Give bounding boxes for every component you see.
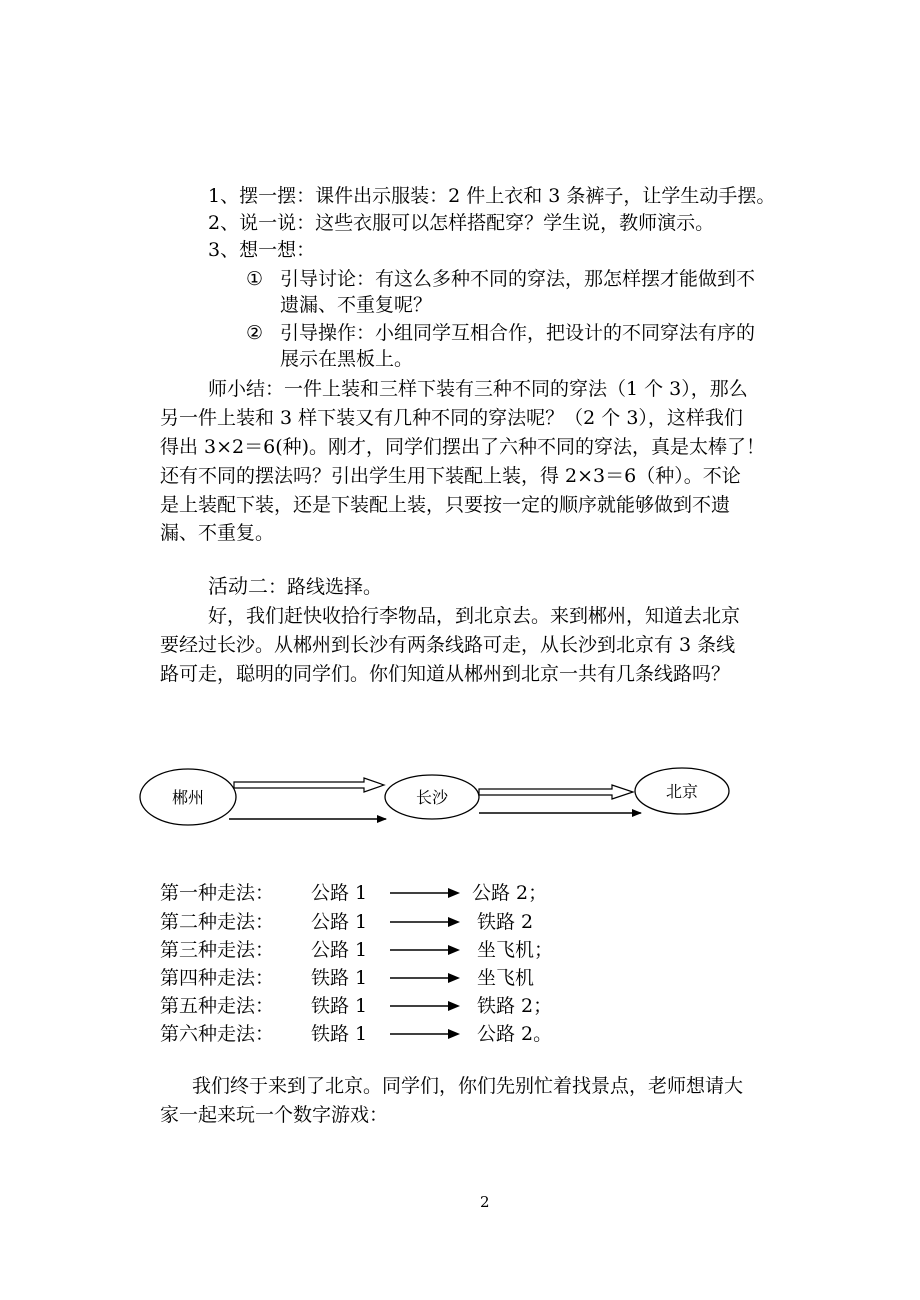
sub-item-1-line-2: 遗漏、不重复呢？ bbox=[280, 294, 433, 316]
route-second-leg: 公路 2。 bbox=[477, 1023, 553, 1045]
route-arrow-icon bbox=[390, 914, 462, 930]
route-name: 第三种走法： bbox=[160, 939, 275, 961]
closing-line-2: 家一起来玩一个数字游戏： bbox=[160, 1104, 389, 1126]
node-chenzhou-label: 郴州 bbox=[171, 788, 205, 807]
route-item bbox=[0, 993, 920, 1019]
step-2: 2、说一说：这些衣服可以怎样搭配穿？学生说，教师演示。 bbox=[208, 212, 715, 234]
route-name: 第五种走法： bbox=[160, 995, 275, 1017]
closing-line-1: 我们终于来到了北京。同学们，你们先别忙着找景点，老师想请大 bbox=[192, 1075, 744, 1097]
node-beijing-label: 北京 bbox=[665, 782, 699, 801]
route-second-leg: 铁路 2 bbox=[477, 911, 534, 933]
route-arrow-icon bbox=[390, 1026, 462, 1042]
summary-line-5: 是上装配下装，还是下装配上装，只要按一定的顺序就能够做到不遗 bbox=[160, 494, 731, 516]
route-arrow-icon bbox=[390, 970, 462, 986]
sub-item-2-marker: ② bbox=[246, 322, 264, 344]
route-item bbox=[0, 965, 920, 991]
route-first-leg: 公路 1 bbox=[311, 882, 368, 904]
route-name: 第二种走法： bbox=[160, 911, 275, 933]
route-name: 第一种走法： bbox=[160, 882, 275, 904]
activity-line-1: 好，我们赶快收拾行李物品，到北京去。来到郴州，知道去北京 bbox=[208, 605, 741, 627]
activity-title-suffix: ：路线选择。 bbox=[268, 576, 383, 598]
sub-item-2-line-2: 展示在黑板上。 bbox=[280, 348, 414, 370]
summary-line-2: 另一件上装和 3 样下装又有几种不同的穿法呢？（2 个 3），这样我们 bbox=[160, 407, 743, 429]
route-arrow-icon bbox=[390, 942, 462, 958]
summary-line-3: 得出 3×2＝6(种)。刚才，同学们摆出了六种不同的穿法，真是太棒了！ bbox=[160, 436, 766, 458]
route-name: 第四种走法： bbox=[160, 967, 275, 989]
routes-list bbox=[0, 880, 920, 1050]
route-item bbox=[0, 937, 920, 963]
route-second-leg: 铁路 2； bbox=[477, 995, 553, 1017]
route-second-leg: 公路 2； bbox=[472, 882, 548, 904]
activity-line-2: 要经过长沙。从郴州到长沙有两条线路可走，从长沙到北京有 3 条线 bbox=[160, 634, 736, 656]
route-item bbox=[0, 1021, 920, 1047]
node-changsha-label: 长沙 bbox=[415, 788, 449, 807]
step-3: 3、想一想： bbox=[208, 239, 316, 261]
route-second-leg: 坐飞机 bbox=[477, 967, 535, 989]
route-first-leg: 铁路 1 bbox=[311, 995, 368, 1017]
route-arrow-icon bbox=[390, 885, 462, 901]
page-number: 2 bbox=[480, 1193, 490, 1211]
route-first-leg: 铁路 1 bbox=[311, 967, 368, 989]
route-item bbox=[0, 909, 920, 935]
route-second-leg: 坐飞机； bbox=[477, 939, 554, 961]
route-first-leg: 公路 1 bbox=[311, 939, 368, 961]
activity-title: 活动二 bbox=[208, 574, 268, 598]
route-diagram bbox=[0, 740, 920, 840]
route-first-leg: 公路 1 bbox=[311, 911, 368, 933]
summary-line-4: 还有不同的摆法吗？引出学生用下装配上装，得 2×3＝6（种）。不论 bbox=[160, 465, 741, 487]
hollow-arrow-changsha-beijing bbox=[479, 785, 633, 799]
route-arrow-icon bbox=[390, 998, 462, 1014]
sub-item-1-line-1: 引导讨论：有这么多种不同的穿法，那怎样摆才能做到不 bbox=[280, 268, 756, 290]
summary-line-6: 漏、不重复。 bbox=[160, 522, 275, 544]
sub-item-2-line-1: 引导操作：小组同学互相合作，把设计的不同穿法有序的 bbox=[280, 322, 756, 344]
route-name: 第六种走法： bbox=[160, 1023, 275, 1045]
summary-line-1: 师小结：一件上装和三样下装有三种不同的穿法（1 个 3），那么 bbox=[208, 378, 748, 400]
route-first-leg: 铁路 1 bbox=[311, 1023, 368, 1045]
activity-heading bbox=[208, 573, 382, 600]
route-item bbox=[0, 880, 920, 906]
route-diagram-svg bbox=[0, 740, 920, 840]
activity-line-3: 路可走，聪明的同学们。你们知道从郴州到北京一共有几条线路吗？ bbox=[160, 663, 731, 685]
step-1: 1、摆一摆：课件出示服装：2 件上衣和 3 条裤子，让学生动手摆。 bbox=[208, 185, 776, 207]
sub-item-1-marker: ① bbox=[246, 268, 264, 290]
hollow-arrow-chenzhou-changsha bbox=[234, 778, 384, 792]
